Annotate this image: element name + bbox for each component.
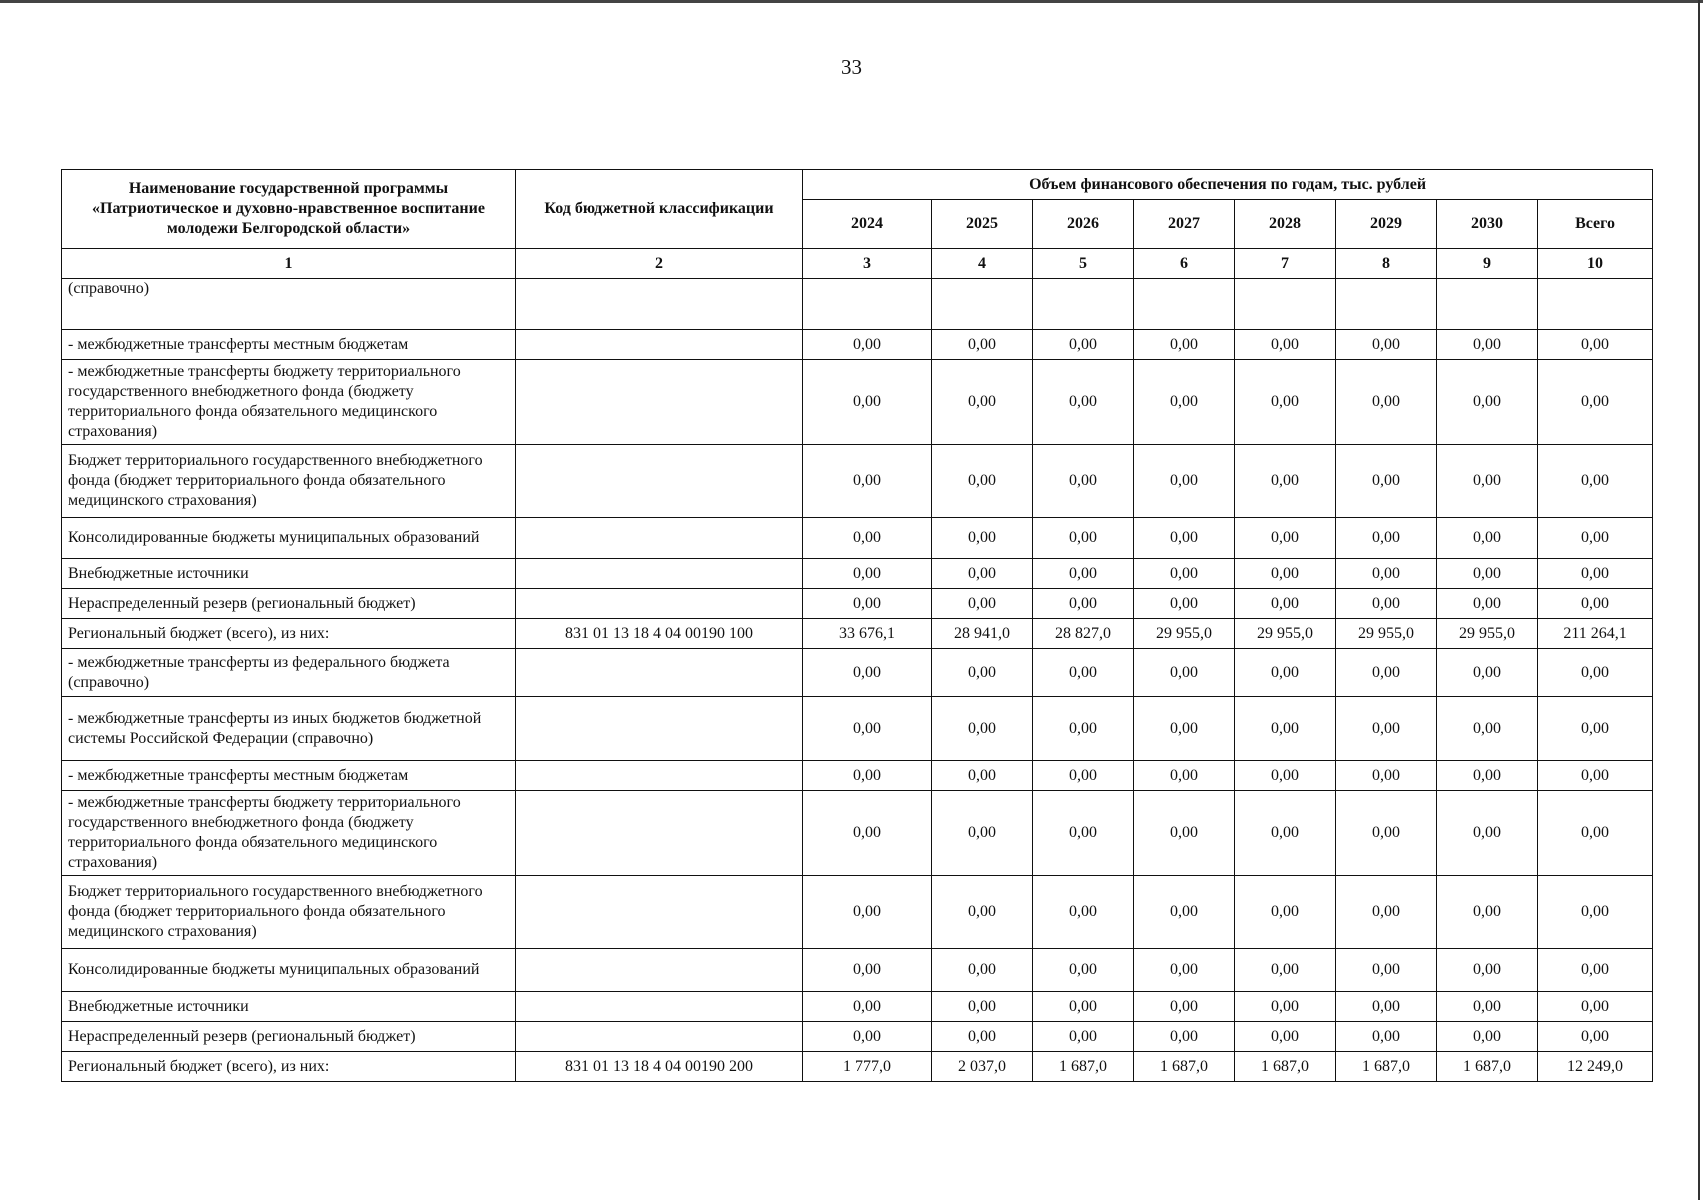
row-value-cell: 28 827,0 [1033, 619, 1134, 649]
row-code-cell [516, 445, 803, 518]
row-total-cell: 0,00 [1538, 1022, 1653, 1052]
row-name-cell: Консолидированные бюджеты муниципальных образований [62, 518, 516, 559]
row-value-cell [803, 279, 932, 330]
table-row [62, 589, 1653, 619]
row-value-cell: 1 687,0 [1033, 1052, 1134, 1082]
row-value-cell: 0,00 [803, 761, 932, 791]
row-value-cell: 0,00 [1336, 330, 1437, 360]
row-value-cell: 0,00 [1033, 559, 1134, 589]
table-row [62, 876, 1653, 949]
row-total-cell: 211 264,1 [1538, 619, 1653, 649]
row-value-cell: 2 037,0 [932, 1052, 1033, 1082]
row-value-cell: 0,00 [1235, 876, 1336, 949]
row-value-cell: 0,00 [932, 559, 1033, 589]
table-row [62, 330, 1653, 360]
row-name-cell: Региональный бюджет (всего), из них: [62, 1052, 516, 1082]
row-value-cell: 0,00 [932, 791, 1033, 876]
row-value-cell: 1 687,0 [1134, 1052, 1235, 1082]
table-row [62, 992, 1653, 1022]
row-value-cell: 0,00 [1336, 949, 1437, 992]
row-value-cell: 0,00 [1235, 360, 1336, 445]
column-number-2: 2 [516, 249, 803, 279]
table-row [62, 697, 1653, 761]
row-value-cell: 0,00 [1235, 330, 1336, 360]
table-row [62, 279, 1653, 330]
header-year-4: 2027 [1134, 200, 1235, 249]
row-value-cell: 0,00 [1235, 589, 1336, 619]
row-value-cell: 1 687,0 [1437, 1052, 1538, 1082]
row-name-cell: - межбюджетные трансферты местным бюджетам [62, 761, 516, 791]
table-row [62, 1022, 1653, 1052]
row-value-cell: 0,00 [1134, 518, 1235, 559]
row-total-cell: 0,00 [1538, 791, 1653, 876]
header-program-name: Наименование государственной программы «Патриотическое и духовно-нравственное воспитание молодежи Белгородской области» [62, 170, 516, 249]
row-value-cell: 0,00 [1336, 1022, 1437, 1052]
column-number-1: 1 [62, 249, 516, 279]
row-name-cell: - межбюджетные трансферты местным бюджетам [62, 330, 516, 360]
row-value-cell: 0,00 [1437, 559, 1538, 589]
row-value-cell: 0,00 [803, 949, 932, 992]
column-number-3: 3 [803, 249, 932, 279]
column-number-4: 4 [932, 249, 1033, 279]
row-value-cell: 0,00 [1235, 559, 1336, 589]
row-value-cell: 0,00 [1437, 949, 1538, 992]
row-code-cell [516, 949, 803, 992]
row-value-cell: 0,00 [932, 992, 1033, 1022]
row-total-cell: 0,00 [1538, 949, 1653, 992]
row-value-cell: 0,00 [1134, 559, 1235, 589]
column-number-5: 5 [1033, 249, 1134, 279]
row-value-cell: 0,00 [932, 761, 1033, 791]
row-value-cell: 0,00 [932, 589, 1033, 619]
row-total-cell: 0,00 [1538, 992, 1653, 1022]
row-total-cell: 0,00 [1538, 649, 1653, 697]
column-number-7: 7 [1235, 249, 1336, 279]
row-total-cell: 12 249,0 [1538, 1052, 1653, 1082]
row-total-cell: 0,00 [1538, 589, 1653, 619]
row-code-cell: 831 01 13 18 4 04 00190 100 [516, 619, 803, 649]
row-value-cell: 0,00 [1336, 360, 1437, 445]
column-number-row [62, 249, 1653, 279]
row-value-cell: 0,00 [1437, 791, 1538, 876]
row-name-cell: Консолидированные бюджеты муниципальных образований [62, 949, 516, 992]
row-value-cell: 0,00 [1033, 949, 1134, 992]
row-value-cell: 0,00 [1437, 518, 1538, 559]
row-name-cell: Бюджет территориального государственного внебюджетного фонда (бюджет территориального фонда обязательного медицинского страхования) [62, 445, 516, 518]
row-value-cell: 0,00 [1134, 1022, 1235, 1052]
row-name-cell: - межбюджетные трансферты бюджету территориального государственного внебюджетного фонда (бюджету территориального фонда обязательного медицинского страхования) [62, 791, 516, 876]
row-value-cell: 0,00 [803, 360, 932, 445]
row-value-cell: 0,00 [1336, 992, 1437, 1022]
row-value-cell [1336, 279, 1437, 330]
row-value-cell: 0,00 [1033, 761, 1134, 791]
row-value-cell: 0,00 [1336, 559, 1437, 589]
row-value-cell: 0,00 [803, 791, 932, 876]
table-row [62, 559, 1653, 589]
row-value-cell: 0,00 [1134, 992, 1235, 1022]
row-value-cell: 0,00 [1437, 761, 1538, 791]
row-value-cell: 0,00 [1134, 697, 1235, 761]
header-year-8: Всего [1538, 200, 1653, 249]
row-value-cell: 0,00 [1033, 876, 1134, 949]
table-body [62, 279, 1653, 1082]
row-code-cell [516, 791, 803, 876]
table-row [62, 1052, 1653, 1082]
row-code-cell [516, 559, 803, 589]
row-code-cell [516, 876, 803, 949]
row-name-cell: - межбюджетные трансферты из федерального бюджета (справочно) [62, 649, 516, 697]
row-value-cell: 0,00 [1134, 949, 1235, 992]
header-year-5: 2028 [1235, 200, 1336, 249]
row-name-cell: Нераспределенный резерв (региональный бюджет) [62, 589, 516, 619]
row-value-cell: 0,00 [1437, 876, 1538, 949]
row-value-cell: 0,00 [803, 589, 932, 619]
row-value-cell: 0,00 [1134, 589, 1235, 619]
row-value-cell: 0,00 [1235, 518, 1336, 559]
table-row [62, 949, 1653, 992]
row-value-cell: 0,00 [803, 697, 932, 761]
row-value-cell: 0,00 [1033, 697, 1134, 761]
row-value-cell: 0,00 [1437, 330, 1538, 360]
row-value-cell: 0,00 [932, 445, 1033, 518]
row-value-cell: 0,00 [1336, 697, 1437, 761]
row-name-cell: Внебюджетные источники [62, 992, 516, 1022]
row-name-cell: - межбюджетные трансферты бюджету территориального государственного внебюджетного фонда (бюджету территориального фонда обязательного медицинского страхования) [62, 360, 516, 445]
row-total-cell: 0,00 [1538, 697, 1653, 761]
row-value-cell: 0,00 [932, 360, 1033, 445]
row-value-cell: 0,00 [1336, 649, 1437, 697]
column-number-10: 10 [1538, 249, 1653, 279]
row-value-cell: 0,00 [1134, 649, 1235, 697]
row-value-cell: 0,00 [932, 330, 1033, 360]
table-row [62, 791, 1653, 876]
row-value-cell: 29 955,0 [1437, 619, 1538, 649]
row-value-cell [1033, 279, 1134, 330]
row-value-cell: 0,00 [1437, 445, 1538, 518]
row-name-cell: (справочно) [62, 279, 516, 330]
row-value-cell: 0,00 [1336, 518, 1437, 559]
row-value-cell: 0,00 [1033, 360, 1134, 445]
row-value-cell: 0,00 [1033, 589, 1134, 619]
row-name-cell: Региональный бюджет (всего), из них: [62, 619, 516, 649]
table-header [62, 170, 1653, 279]
row-value-cell: 0,00 [1336, 589, 1437, 619]
table-row [62, 360, 1653, 445]
row-code-cell [516, 589, 803, 619]
row-name-cell: Нераспределенный резерв (региональный бюджет) [62, 1022, 516, 1052]
row-value-cell: 0,00 [803, 876, 932, 949]
row-value-cell: 1 687,0 [1336, 1052, 1437, 1082]
row-value-cell: 1 777,0 [803, 1052, 932, 1082]
row-total-cell: 0,00 [1538, 445, 1653, 518]
row-value-cell: 0,00 [1235, 1022, 1336, 1052]
row-code-cell [516, 992, 803, 1022]
row-value-cell: 0,00 [932, 1022, 1033, 1052]
header-budget-code: Код бюджетной классификации [516, 170, 803, 249]
row-code-cell [516, 697, 803, 761]
row-total-cell: 0,00 [1538, 518, 1653, 559]
row-value-cell: 0,00 [1134, 360, 1235, 445]
row-value-cell: 0,00 [1134, 330, 1235, 360]
row-value-cell: 0,00 [803, 1022, 932, 1052]
row-value-cell: 0,00 [1437, 589, 1538, 619]
row-value-cell: 29 955,0 [1336, 619, 1437, 649]
row-total-cell: 0,00 [1538, 559, 1653, 589]
row-code-cell [516, 360, 803, 445]
row-value-cell: 0,00 [1033, 791, 1134, 876]
column-number-6: 6 [1134, 249, 1235, 279]
row-value-cell: 29 955,0 [1235, 619, 1336, 649]
row-value-cell: 0,00 [1033, 649, 1134, 697]
budget-table [61, 169, 1653, 1082]
row-value-cell: 0,00 [803, 445, 932, 518]
row-value-cell: 0,00 [803, 330, 932, 360]
table-row [62, 518, 1653, 559]
header-funding-group: Объем финансового обеспечения по годам, тыс. рублей [803, 170, 1653, 200]
scan-right-edge [1698, 0, 1700, 1200]
row-name-cell: Внебюджетные источники [62, 559, 516, 589]
row-value-cell: 0,00 [803, 518, 932, 559]
row-value-cell: 0,00 [1235, 791, 1336, 876]
row-value-cell: 0,00 [932, 649, 1033, 697]
row-code-cell [516, 518, 803, 559]
column-number-9: 9 [1437, 249, 1538, 279]
row-code-cell [516, 279, 803, 330]
row-total-cell: 0,00 [1538, 360, 1653, 445]
row-value-cell: 0,00 [803, 559, 932, 589]
scan-top-edge [0, 0, 1703, 3]
page-number: 33 [841, 55, 862, 79]
row-value-cell: 0,00 [1437, 649, 1538, 697]
row-value-cell: 0,00 [1033, 445, 1134, 518]
row-code-cell: 831 01 13 18 4 04 00190 200 [516, 1052, 803, 1082]
row-value-cell: 1 687,0 [1235, 1052, 1336, 1082]
row-value-cell: 0,00 [1235, 949, 1336, 992]
row-value-cell: 0,00 [1437, 360, 1538, 445]
column-number-8: 8 [1336, 249, 1437, 279]
row-value-cell: 33 676,1 [803, 619, 932, 649]
row-value-cell: 0,00 [1336, 445, 1437, 518]
row-total-cell: 0,00 [1538, 761, 1653, 791]
row-value-cell [1134, 279, 1235, 330]
row-value-cell: 0,00 [1134, 876, 1235, 949]
row-total-cell: 0,00 [1538, 330, 1653, 360]
header-year-7: 2030 [1437, 200, 1538, 249]
row-code-cell [516, 1022, 803, 1052]
row-value-cell: 0,00 [1134, 445, 1235, 518]
row-value-cell: 0,00 [1336, 791, 1437, 876]
row-value-cell: 0,00 [932, 697, 1033, 761]
row-value-cell: 0,00 [803, 992, 932, 1022]
row-value-cell: 0,00 [1336, 876, 1437, 949]
row-value-cell: 0,00 [1033, 1022, 1134, 1052]
row-value-cell: 0,00 [932, 876, 1033, 949]
row-value-cell: 28 941,0 [932, 619, 1033, 649]
row-value-cell: 0,00 [1033, 330, 1134, 360]
row-total-cell [1538, 279, 1653, 330]
row-value-cell: 0,00 [932, 949, 1033, 992]
row-value-cell [1437, 279, 1538, 330]
row-value-cell: 0,00 [1134, 761, 1235, 791]
row-name-cell: Бюджет территориального государственного внебюджетного фонда (бюджет территориального фонда обязательного медицинского страхования) [62, 876, 516, 949]
row-value-cell: 0,00 [1033, 992, 1134, 1022]
row-name-cell: - межбюджетные трансферты из иных бюджетов бюджетной системы Российской Федерации (справочно) [62, 697, 516, 761]
table-row [62, 445, 1653, 518]
row-value-cell: 0,00 [1235, 992, 1336, 1022]
header-year-3: 2026 [1033, 200, 1134, 249]
row-value-cell: 0,00 [1437, 697, 1538, 761]
row-value-cell: 0,00 [932, 518, 1033, 559]
row-value-cell: 0,00 [1235, 697, 1336, 761]
row-value-cell: 0,00 [1235, 649, 1336, 697]
row-value-cell [1235, 279, 1336, 330]
header-year-1: 2024 [803, 200, 932, 249]
table-row [62, 619, 1653, 649]
row-value-cell: 0,00 [1235, 445, 1336, 518]
row-value-cell: 0,00 [1437, 1022, 1538, 1052]
row-total-cell: 0,00 [1538, 876, 1653, 949]
row-value-cell: 0,00 [1033, 518, 1134, 559]
header-year-6: 2029 [1336, 200, 1437, 249]
table-row [62, 649, 1653, 697]
row-value-cell: 29 955,0 [1134, 619, 1235, 649]
row-code-cell [516, 649, 803, 697]
row-value-cell: 0,00 [1336, 761, 1437, 791]
row-code-cell [516, 761, 803, 791]
row-value-cell: 0,00 [1235, 761, 1336, 791]
row-value-cell [932, 279, 1033, 330]
row-value-cell: 0,00 [1437, 992, 1538, 1022]
header-year-2: 2025 [932, 200, 1033, 249]
row-value-cell: 0,00 [1134, 791, 1235, 876]
table-row [62, 761, 1653, 791]
row-code-cell [516, 330, 803, 360]
row-value-cell: 0,00 [803, 649, 932, 697]
